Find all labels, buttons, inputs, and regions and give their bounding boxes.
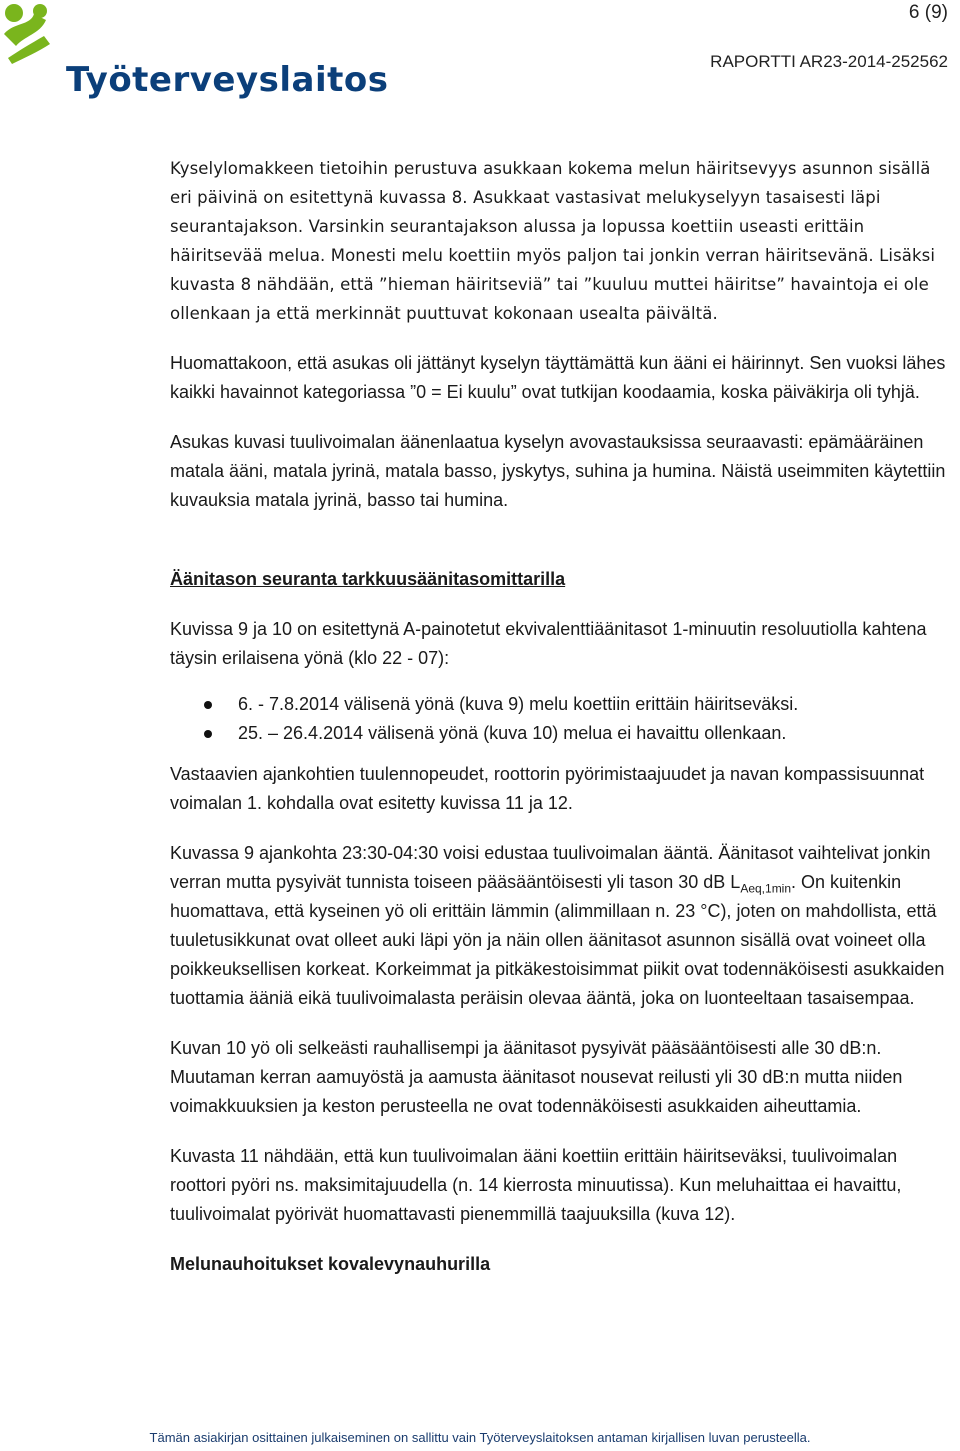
list-item-text: 25. – 26.4.2014 välisenä yönä (kuva 10) melua ei havaittu ollenkaan. — [238, 723, 787, 743]
paragraph-text-continued: . On kuitenkin huomattava, että kyseinen yö oli erittäin lämmin (alimmillaan n. 23 °C), joten on mahdollista, että tuuletusikkunat ovat olleet auki läpi yön ja näin ollen äänitasot asunnon sisällä ovat voineet olla poikkeuksellisen korkeat. Korkeimmat ja pitkäkestoisimmat piikit ovat todennäköisesti asukkaiden tuottamia ääniä eikä tuulivoimalasta peräisin olevaa ääntä, joka on luonteeltaan tasaisempaa. — [170, 872, 945, 1008]
list-item-text: 6. - 7.8.2014 välisenä yönä (kuva 9) melu koettiin erittäin häiritseväksi. — [238, 694, 799, 714]
report-id: RAPORTTI AR23-2014-252562 — [710, 52, 948, 71]
logo-symbol-icon — [0, 0, 58, 64]
paragraph-figure-11-analysis: Kuvasta 11 nähdään, että kun tuulivoimalan ääni koettiin erittäin häiritseväksi, tuulivoimalan roottori pyöri ns. maksimitajuudella (n. 14 kierrosta minuutissa). Kun meluhaittaa ei havaittu, tuulivoimalat pyörivät huomattavasti pienemmillä taajuuksilla (kuva 12). — [170, 1146, 902, 1224]
page-number: 6 (9) — [908, 2, 948, 23]
paragraph-resident-note: Huomattakoon, että asukas oli jättänyt kyselyn täyttämättä kun ääni ei häirinnyt. Sen vuoksi lähes kaikki havainnot kategoriassa ”0 = Ei kuulu” ovat tutkijan koodaamia, koska päiväkirja oli tyhjä. — [170, 353, 946, 402]
bullet-icon — [204, 701, 212, 709]
list-item — [170, 690, 952, 719]
footer-notice: Tämän asiakirjan osittainen julkaiseminen on sallittu vain Työterveyslaitoksen antaman kirjallisen luvan perusteella. — [149, 1430, 811, 1445]
logo-text: Työterveyslaitos — [66, 60, 389, 100]
paragraph-wind-speeds: Vastaavien ajankohtien tuulennopeudet, roottorin pyörimistaajuudet ja navan kompassisuunnat voimalan 1. kohdalla ovat esitetty kuvissa 11 ja 12. — [170, 764, 925, 813]
section-heading-sound-monitoring: Äänitason seuranta tarkkuusäänitasomittarilla — [170, 569, 566, 589]
paragraph-figure-10-analysis: Kuvan 10 yö oli selkeästi rauhallisempi ja äänitasot pysyivät pääsääntöisesti alle 30 dB:n. Muutaman kerran aamuyöstä ja aamusta äänitasot nousevat reilusti yli 30 dB:n mutta niiden voimakkuuksien ja keston perusteella ne ovat todennäköisesti asukkaiden aiheuttamia. — [170, 1038, 903, 1116]
bullet-icon — [204, 730, 212, 738]
organization-logo — [0, 0, 389, 112]
paragraph-text: Kuvassa 9 ajankohta 23:30-04:30 voisi edustaa tuulivoimalan ääntä. Äänitasot vaihtelivat jonkin verran mutta pysyivät tunnista toiseen pääsääntöisesti yli tason 30 dB L — [170, 843, 931, 892]
section-heading-recordings: Melunauhoitukset kovalevynauhurilla — [170, 1254, 491, 1274]
paragraph-figure-9-analysis — [170, 839, 952, 1013]
paragraph-survey-results: Kyselylomakkeen tietoihin perustuva asukkaan kokema melun häiritsevyys asunnon sisällä eri päivinä on esitettynä kuvassa 8. Asukkaat vastasivat melukyselyyn tasaisesti läpi seurantajakson. Varsinkin seurantajakson alussa ja lopussa koettiin useasti erittäin häiritsevää melua. Monesti melu koettiin myös paljon tai jonkin verran häiritsevänä. Lisäksi kuvasta 8 nähdään, että ”hieman häiritseviä” tai ”kuuluu muttei häiritse” havaintoja ei ole ollenkaan ja että merkinnät puuttuvat kokonaan usealta päivältä. — [170, 159, 936, 323]
bullet-list — [170, 690, 952, 748]
paragraph-sound-description: Asukas kuvasi tuulivoimalan äänenlaatua kyselyn avovastauksissa seuraavasti: epämääräinen matala ääni, matala jyrinä, matala basso, jyskytys, suhina ja humina. Näistä useimmiten käytettiin kuvauksia matala jyrinä, basso tai humina. — [170, 432, 946, 510]
document-body — [170, 154, 952, 1279]
list-item — [170, 719, 952, 748]
subscript-text: Aeq,1min — [740, 881, 792, 896]
paragraph-figures-intro: Kuvissa 9 ja 10 on esitettynä A-painotetut ekvivalenttiäänitasot 1-minuutin resoluutiolla kahtena täysin erilaisena yönä (klo 22 - 07): — [170, 619, 927, 668]
